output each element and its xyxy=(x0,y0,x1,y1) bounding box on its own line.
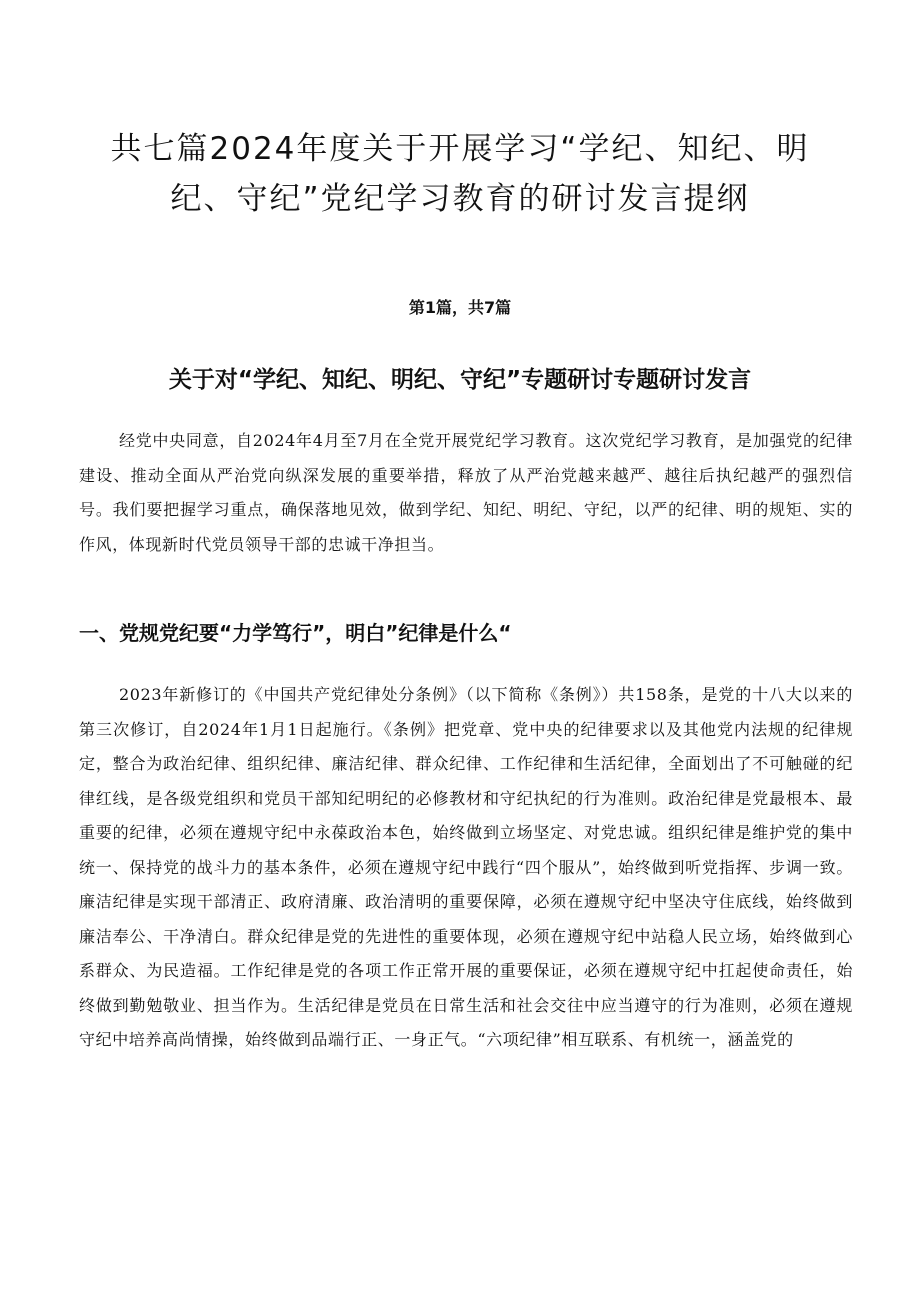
body-paragraph-intro: 经党中央同意，自2024年4月至7月在全党开展党纪学习教育。这次党纪学习教育，是加强党的纪律建设、推动全面从严治党向纵深发展的重要举措，释放了从严治党越来越严、越往后执纪越严的强烈信号。我们要把握学习重点，确保落地见效，做到学纪、知纪、明纪、守纪，以严的纪律、明的规矩、实的作风，体现新时代党员领导干部的忠诚干净担当。 xyxy=(79,431,853,554)
body-paragraph-regulations: 2023年新修订的《中国共产党纪律处分条例》（以下简称《条例》）共158条，是党的十八大以来的第三次修订，自2024年1月1日起施行。《条例》把党章、党中央的纪律要求以及其他党内法规的纪律规定，整合为政治纪律、组织纪律、廉洁纪律、群众纪律、工作纪律和生活纪律，全面划出了不可触碰的纪律红线，是各级党组织和党员干部知纪明纪的必修教材和守纪执纪的行为准则。政治纪律是党最根本、最重要的纪律，必须在遵规守纪中永葆政治本色，始终做到立场坚定、对党忠诚。组织纪律是维护党的集中统一、保持党的战斗力的基本条件，必须在遵规守纪中践行“四个服从”，始终做到听党指挥、步调一致。廉洁纪律是实现干部清正、政府清廉、政治清明的重要保障，必须在遵规守纪中坚决守住底线，始终做到廉洁奉公、干净清白。群众纪律是党的先进性的重要体现，必须在遵规守纪中站稳人民立场，始终做到心系群众、为民造福。工作纪律是党的各项工作正常开展的重要保证，必须在遵规守纪中扛起使命责任，始终做到勤勉敬业、担当作为。生活纪律是党员在日常生活和社会交往中应当遵守的行为准则，必须在遵规守纪中培养高尚情操，始终做到品端行正、一身正气。“六项纪律”相互联系、有机统一，涵盖党的 xyxy=(79,685,853,1049)
part-indicator: 第1篇，共7篇 xyxy=(408,298,512,317)
speech-title: 关于对“学纪、知纪、明纪、守纪”专题研讨专题研讨发言 xyxy=(168,367,752,393)
document-title: 共七篇2024年度关于开展学习“学纪、知纪、明纪、守纪”党纪学习教育的研讨发言提纲 xyxy=(110,131,810,217)
section-heading-1: 一、党规党纪要“力学笃行”，明白”纪律是什么“ xyxy=(79,621,512,645)
